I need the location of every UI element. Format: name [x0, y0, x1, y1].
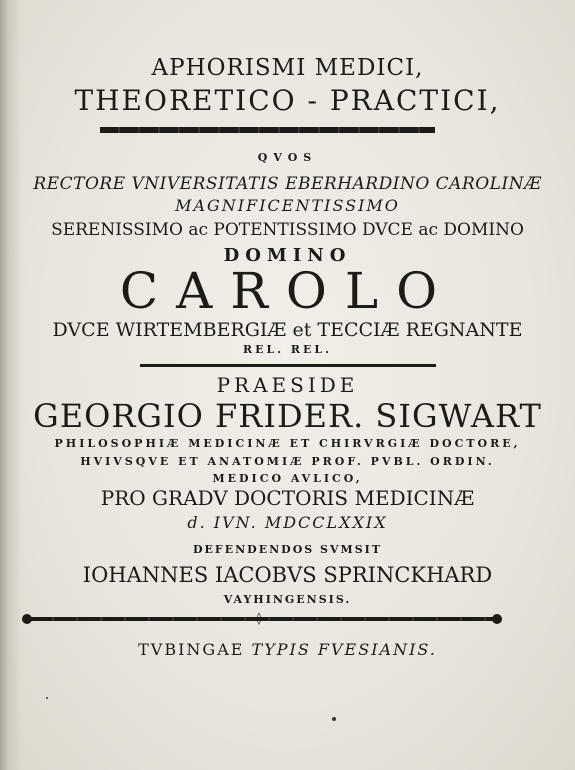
praeside-line: PRAESIDE: [216, 373, 359, 397]
magnificentissimo-line: MAGNIFICENTISSIMO: [175, 196, 400, 215]
praeses-title-1: PHILOSOPHIÆ MEDICINÆ ET CHIRVRGIÆ DOCTORE,: [54, 437, 521, 450]
praeses-title-3: MEDICO AVLICO,: [212, 472, 363, 485]
ink-speck: [332, 717, 336, 721]
rel-line: REL. REL.: [242, 343, 332, 356]
date-line: d. IVN. MDCCLXXIX: [187, 513, 388, 532]
respondent-name: IOHANNES IACOBVS SPRINCKHARD: [82, 563, 493, 587]
praeses-name: GEORGIO FRIDER. SIGWART: [33, 397, 542, 435]
respondent-origin: VAYHINGENSIS.: [223, 593, 352, 606]
imprint-printer: TYPIS FVESIANIS.: [251, 640, 437, 659]
ornamental-rule-bottom: [22, 611, 502, 625]
ink-speck: [46, 697, 48, 699]
title-line-2: THEORETICO - PRACTICI,: [74, 84, 501, 117]
rule-ornament-icon: ◊: [256, 611, 262, 625]
defendendos-line: DEFENDENDOS SVMSIT: [193, 543, 382, 556]
duce-line: DVCE WIRTEMBERGIÆ et TECCIÆ REGNANTE: [52, 319, 523, 341]
pro-gradu-line: PRO GRADV DOCTORIS MEDICINÆ: [100, 486, 475, 510]
domino-line: DOMINO: [223, 245, 352, 266]
rule-end-right: [492, 614, 502, 624]
serenissimo-line: SERENISSIMO ac POTENTISSIMO DVCE ac DOMINO: [51, 220, 524, 240]
rectore-line: RECTORE VNIVERSITATIS EBERHARDINO CAROLINÆ: [33, 174, 542, 194]
carolo-line: CAROLO: [119, 262, 456, 320]
imprint-place: TVBINGAE: [138, 640, 245, 659]
ornamental-rule-top: [100, 127, 435, 133]
rule-bar: [30, 617, 494, 621]
quos-line: QVOS: [257, 151, 318, 164]
praeses-title-2: HVIVSQVE ET ANATOMIÆ PROF. PVBL. ORDIN.: [80, 455, 495, 468]
imprint-line: [0, 640, 575, 659]
rule-middle: [140, 364, 436, 367]
title-line-1: APHORISMI MEDICI,: [151, 55, 424, 81]
